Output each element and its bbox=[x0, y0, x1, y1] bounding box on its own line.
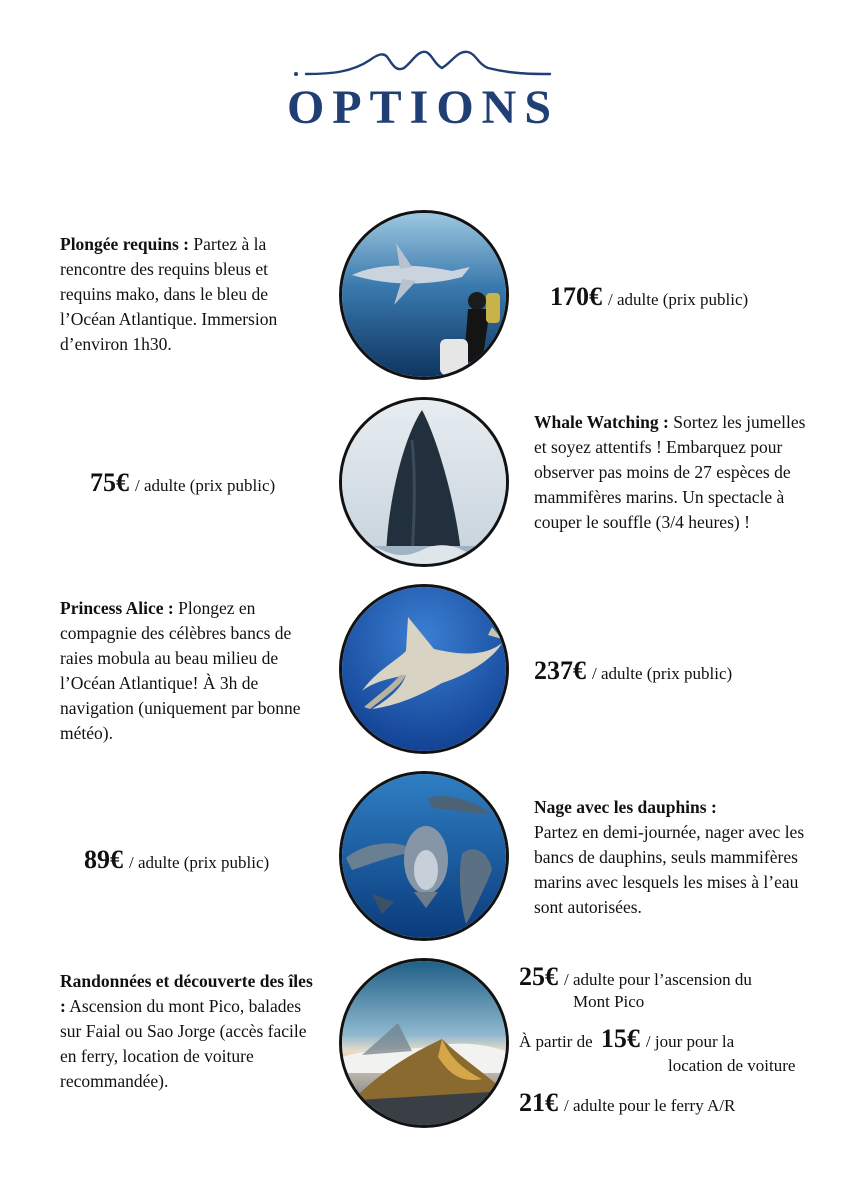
option-description bbox=[60, 969, 315, 1094]
photo-dolphins bbox=[339, 771, 509, 941]
option-price bbox=[90, 468, 275, 498]
page-title: OPTIONS bbox=[286, 81, 560, 134]
option-price bbox=[519, 1024, 734, 1054]
photo-whale-breach bbox=[339, 397, 509, 567]
option-description bbox=[534, 410, 814, 535]
option-price bbox=[519, 1088, 735, 1118]
price-unit: / adulte pour l’ascension du bbox=[564, 970, 752, 989]
option-text: Partez à la rencontre des requins bleus et requins mako, dans le bleu de l’Océan Atlantique. Immersion d’environ 1h30. bbox=[60, 234, 278, 354]
price-unit-continued: location de voiture bbox=[668, 1056, 796, 1075]
price-unit: / adulte pour le ferry A/R bbox=[564, 1096, 736, 1115]
price-value: 15€ bbox=[600, 1024, 640, 1053]
option-text: Ascension du mont Pico, balades sur Faial ou Sao Jorge (accès facile en ferry, location de voiture recommandée). bbox=[60, 996, 307, 1091]
price-value: 89€ bbox=[84, 845, 123, 874]
price-prefix: À partir de bbox=[519, 1032, 593, 1051]
option-text: Plongez en compagnie des célèbres bancs de raies mobula au beau milieu de l’Océan Atlantique! À 3h de navigation (uniquement par bonne météo). bbox=[60, 598, 301, 743]
option-name: Plongée requins : bbox=[60, 234, 189, 254]
option-description bbox=[60, 596, 318, 746]
option-text: Sortez les jumelles et soyez attentifs ! Embarquez pour observer pas moins de 27 espèces de mammifères marins. Un spectacle à couper le souffle (3/4 heures) ! bbox=[534, 412, 806, 532]
option-name: Nage avec les dauphins : bbox=[534, 797, 717, 817]
price-value: 21€ bbox=[519, 1088, 558, 1117]
option-description bbox=[534, 795, 814, 920]
price-value: 170€ bbox=[550, 282, 602, 311]
price-unit: / adulte (prix public) bbox=[608, 290, 749, 309]
price-unit: / adulte (prix public) bbox=[129, 853, 270, 872]
price-unit: / jour pour la bbox=[645, 1032, 735, 1051]
option-price bbox=[550, 282, 748, 312]
option-description bbox=[60, 232, 315, 357]
option-price bbox=[534, 656, 732, 686]
price-unit: / adulte (prix public) bbox=[592, 664, 733, 683]
price-unit-continued: Mont Pico bbox=[573, 992, 645, 1011]
option-name: Whale Watching : bbox=[534, 412, 669, 432]
price-value: 237€ bbox=[534, 656, 586, 685]
photo-shark-diving bbox=[339, 210, 509, 380]
option-name: Randonnées et découverte des îles : bbox=[60, 971, 313, 1016]
photo-manta-ray bbox=[339, 584, 509, 754]
option-price bbox=[519, 962, 752, 992]
price-unit: / adulte (prix public) bbox=[135, 476, 276, 495]
price-value: 25€ bbox=[519, 962, 558, 991]
option-name: Princess Alice : bbox=[60, 598, 174, 618]
wave-logo-icon bbox=[292, 48, 554, 82]
price-value: 75€ bbox=[90, 468, 129, 497]
option-text: Partez en demi-journée, nager avec les bancs de dauphins, seuls mammifères marins avec lesquels les mises à l’eau sont autorisées. bbox=[534, 822, 805, 917]
option-price bbox=[84, 845, 269, 875]
photo-mount-pico bbox=[339, 958, 509, 1128]
